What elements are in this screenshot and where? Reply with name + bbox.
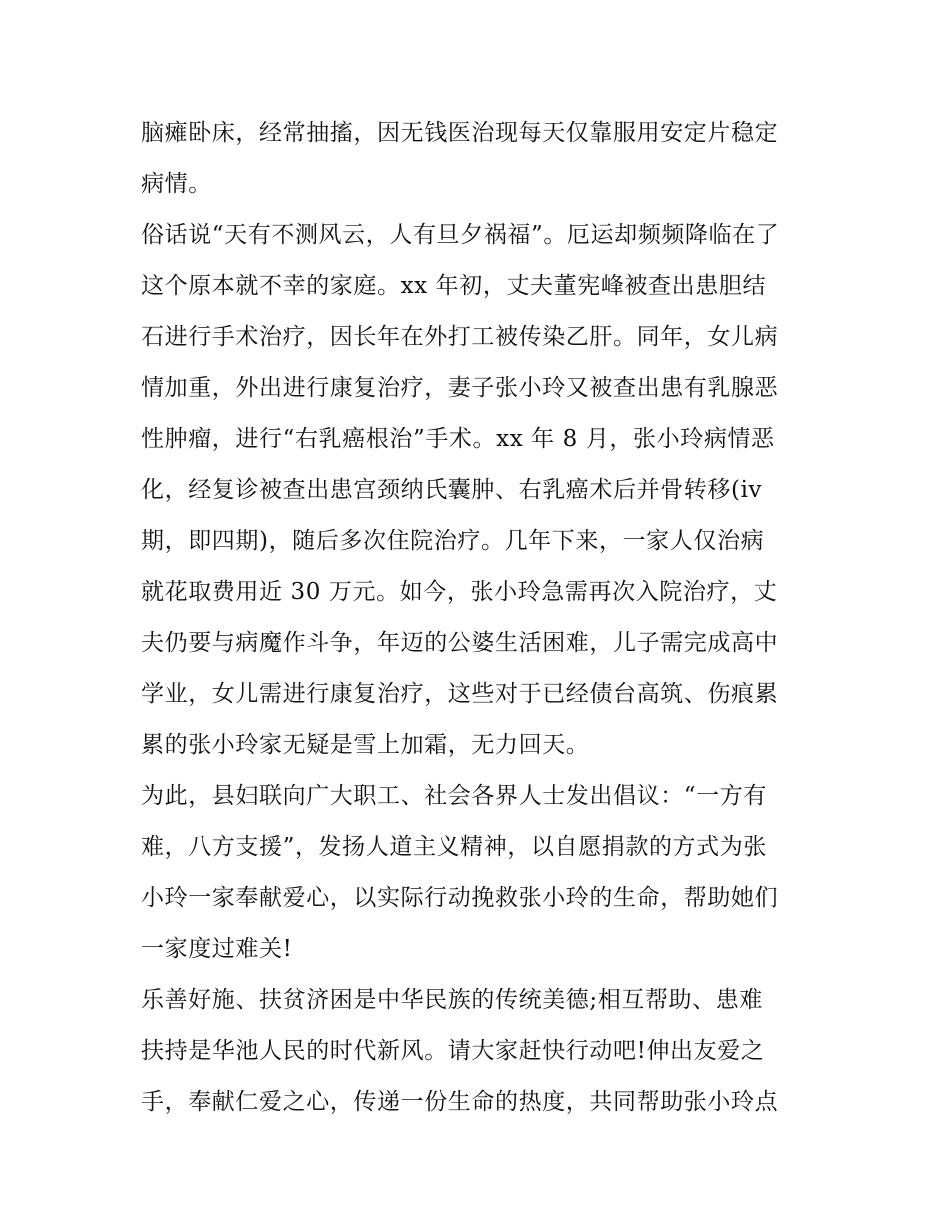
text-line: 学业，女儿需进行康复治疗，这些对于已经债台高筑、伤痕累 <box>141 681 779 707</box>
text-line: 期，即四期)，随后多次住院治疗。几年下来，一家人仅治病 <box>141 528 765 554</box>
text-line: 俗话说“天有不测风云，人有旦夕祸福”。厄运却频频降临在了 <box>141 222 780 248</box>
body-text <box>141 108 821 1128</box>
text-line: 乐善好施、扶贫济困是中华民族的传统美德;相互帮助、患难 <box>141 987 763 1013</box>
text-line: 难，八方支援”，发扬人道主义精神，以自愿捐款的方式为张 <box>141 834 767 860</box>
text-line: 病情。 <box>141 171 212 197</box>
text-line: 石进行手术治疗，因长年在外打工被传染乙肝。同年，女儿病 <box>141 324 779 350</box>
text-line: 就花取费用近 30 万元。如今，张小玲急需再次入院治疗，丈 <box>141 579 778 605</box>
text-line: 扶持是华池人民的时代新风。请大家赶快行动吧!伸出友爱之 <box>141 1038 765 1064</box>
text-line: 小玲一家奉献爱心，以实际行动挽救张小玲的生命，帮助她们 <box>141 885 779 911</box>
text-line: 一家度过难关! <box>141 936 293 962</box>
text-line: 脑瘫卧床，经常抽搐，因无钱医治现每天仅靠服用安定片稳定 <box>141 120 779 146</box>
text-line: 为此，县妇联向广大职工、社会各界人士发出倡议：“一方有 <box>141 783 767 809</box>
text-line: 性肿瘤，进行“右乳癌根治”手术。xx 年 8 月，张小玲病情恶 <box>141 426 775 452</box>
text-line: 这个原本就不幸的家庭。xx 年初，丈夫董宪峰被查出患胆结 <box>141 273 767 299</box>
text-line: 手，奉献仁爱之心，传递一份生命的热度，共同帮助张小玲点 <box>141 1089 779 1115</box>
text-line: 累的张小玲家无疑是雪上加霜，无力回天。 <box>141 732 590 758</box>
text-line: 夫仍要与病魔作斗争，年迈的公婆生活困难，儿子需完成高中 <box>141 630 779 656</box>
text-line: 情加重，外出进行康复治疗，妻子张小玲又被查出患有乳腺恶 <box>141 375 779 401</box>
text-line: 化，经复诊被查出患宫颈纳氏囊肿、右乳癌术后并骨转移(iv <box>141 477 763 503</box>
